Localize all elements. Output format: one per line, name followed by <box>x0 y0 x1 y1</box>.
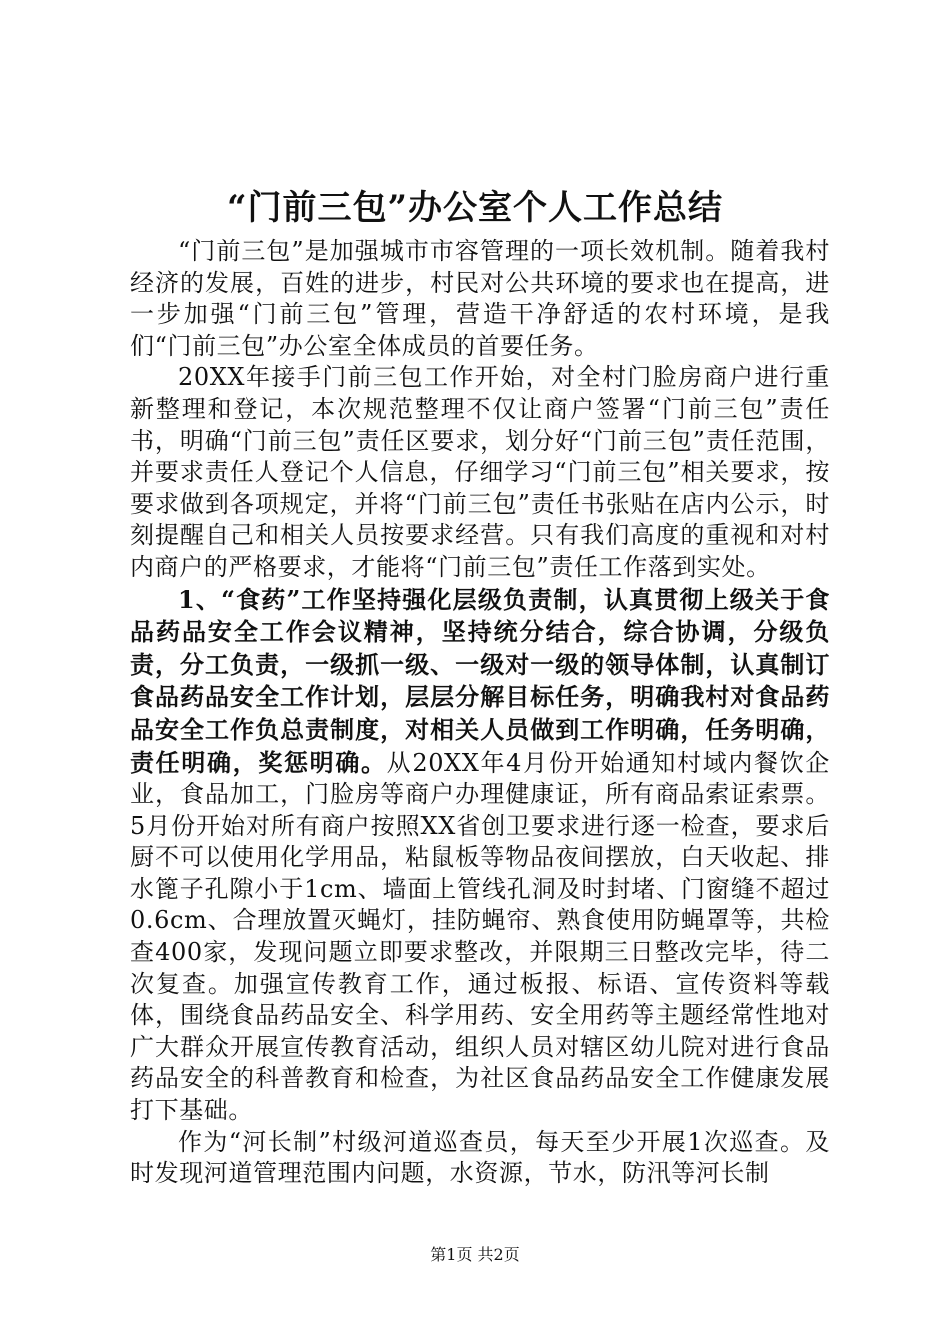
registration-paragraph: 20XX年接手门前三包工作开始，对全村门脸房商户进行重新整理和登记，本次规范整理不仅让商户签署“门前三包”责任书，明确“门前三包”责任区要求，划分好“门前三包”责任范围，并要求责任人登记个人信息，仔细学习“门前三包”相关要求，按要求做到各项规定，并将“门前三包”责任书张贴在店内公示，时刻提醒自己和相关人员按要求经营。只有我们高度的重视和对村内商户的严格要求，才能将“门前三包”责任工作落到实处。 <box>130 363 830 581</box>
document-title: “门前三包”办公室个人工作总结 <box>226 188 724 228</box>
page-number-footer: 第1页 共2页 <box>430 1245 520 1264</box>
food-drug-paragraph <box>130 584 830 1127</box>
river-chief-paragraph: 作为“河长制”村级河道巡查员，每天至少开展1次巡查。及时发现河道管理范围内问题，水资源，节水，防汛等河长制 <box>130 1127 830 1188</box>
document-body <box>130 236 830 1190</box>
food-drug-bold-text: 1、“食药”工作坚持强化层级负责制，认真贯彻上级关于食品药品安全工作会议精神，坚持统分结合，综合协调，分级负责，分工负责，一级抓一级、一级对一级的领导体制，认真制订食品药品安全工作计划，层层分解目标任务，明确我村对食品药品安全工作负总责制度，对相关人员做到工作明确，任务明确，责任明确，奖惩明确。 <box>130 584 830 777</box>
intro-paragraph: “门前三包”是加强城市市容管理的一项长效机制。随着我村经济的发展，百姓的进步，村民对公共环境的要求也在提高，进一步加强“门前三包”管理，营造干净舒适的农村环境，是我们“门前三包”办公室全体成员的首要任务。 <box>130 237 830 360</box>
food-drug-normal-text: 从20XX年4月份开始通知村域内餐饮企业，食品加工，门脸房等商户办理健康证，所有商品索证索票。5月份开始对所有商户按照XX省创卫要求进行逐一检查，要求后厨不可以使用化学用品，粘鼠板等物品夜间摆放，白天收起、排水篦子孔隙小于1cm、墙面上管线孔洞及时封堵、门窗缝不超过0.6cm、合理放置灭蝇灯，挂防蝇帘、熟食使用防蝇罩等，共检查400家，发现问题立即要求整改，并限期三日整改完毕，待二次复查。加强宣传教育工作，通过板报、标语、宣传资料等载体，围绕食品药品安全、科学用药、安全用药等主题经常性地对广大群众开展宣传教育活动，组织人员对辖区幼儿院对进行食品药品安全的科普教育和检查，为社区食品药品安全工作健康发展打下基础。 <box>130 748 831 1125</box>
